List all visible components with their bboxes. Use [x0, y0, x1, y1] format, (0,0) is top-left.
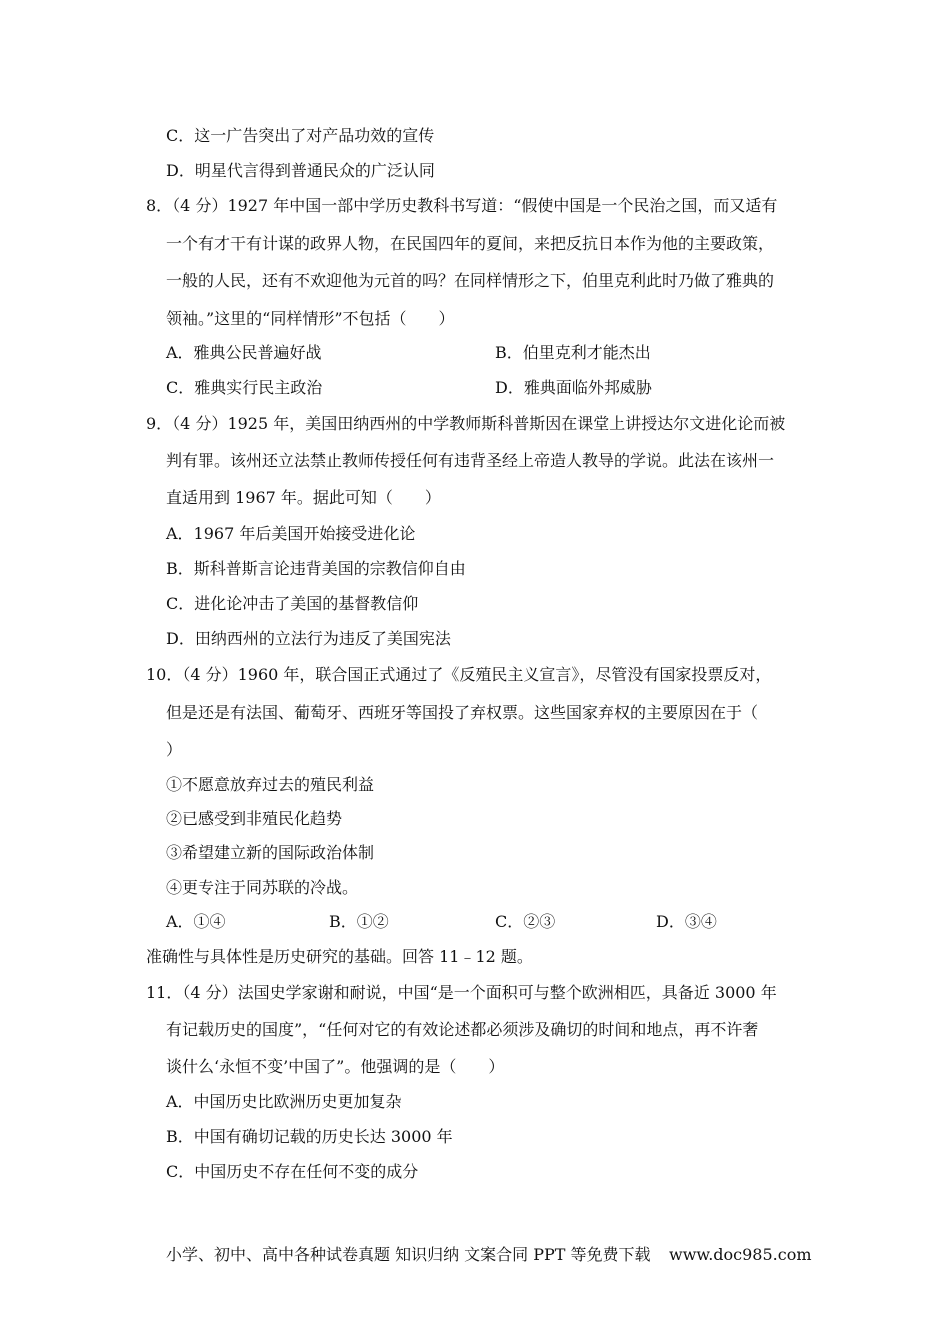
q10-stem-line1: 10．（4 分）1960 年，联合国正式通过了《反殖民主义宣言》，尽管没有国家投票反对， — [146, 665, 772, 684]
footer-text: 小学、初中、高中各种试卷真题 知识归纳 文案合同 PPT 等免费下载 — [166, 1245, 651, 1264]
q11-stem-line1: 11．（4 分）法国史学家谢和耐说，中国“是一个面积可与整个欧洲相匹，具备近 3000 年 — [146, 983, 777, 1002]
q10-option-d: D．③④ — [656, 912, 717, 931]
q10-stem-line3: ） — [166, 740, 183, 759]
q11-stem-line2: 有记载历史的国度”，“任何对它的有效论述都必须涉及确切的时间和地点，再不许奢 — [166, 1020, 759, 1039]
q11-stem-line3: 谈什么‘永恒不变’中国了”。他强调的是（ ） — [166, 1057, 505, 1076]
q11-option-c: C．中国历史不存在任何不变的成分 — [166, 1162, 419, 1181]
q11-option-b: B．中国有确切记载的历史长达 3000 年 — [166, 1127, 453, 1146]
q10-item-1: ①不愿意放弃过去的殖民利益 — [166, 775, 375, 794]
q10-item-2: ②已感受到非殖民化趋势 — [166, 809, 343, 828]
q10-option-b: B．①② — [329, 912, 389, 931]
q10-stem-line2: 但是还是有法国、葡萄牙、西班牙等国投了弃权票。这些国家弃权的主要原因在于（ — [166, 703, 759, 722]
q7-option-c: C．这一广告突出了对产品功效的宣传 — [166, 126, 435, 145]
footer-url[interactable]: www.doc985.com — [669, 1245, 812, 1264]
q11-option-a: A．中国历史比欧洲历史更加复杂 — [166, 1092, 402, 1111]
q8-stem-line4: 领袖。”这里的“同样情形”不包括（ ） — [166, 309, 455, 328]
q10-item-3: ③希望建立新的国际政治体制 — [166, 843, 375, 862]
q8-option-b: B．伯里克利才能杰出 — [495, 343, 651, 362]
q9-option-d: D．田纳西州的立法行为违反了美国宪法 — [166, 629, 451, 648]
q10-option-c: C．②③ — [495, 912, 556, 931]
q7-option-d: D．明星代言得到普通民众的广泛认同 — [166, 161, 435, 180]
q10-option-a: A．①④ — [166, 912, 226, 931]
q8-stem-line1: 8．（4 分）1927 年中国一部中学历史教科书写道：“假使中国是一个民治之国，而又适有 — [146, 196, 778, 215]
q9-option-c: C．进化论冲击了美国的基督教信仰 — [166, 594, 419, 613]
q9-stem-line3: 直适用到 1967 年。据此可知（ ） — [166, 488, 441, 507]
q9-stem-line2: 判有罪。该州还立法禁止教师传授任何有违背圣经上帝造人教导的学说。此法在该州一 — [166, 451, 775, 470]
q10-item-4: ④更专注于同苏联的冷战。 — [166, 878, 359, 897]
q9-option-b: B．斯科普斯言论违背美国的宗教信仰自由 — [166, 559, 466, 578]
q9-option-a: A．1967 年后美国开始接受进化论 — [166, 524, 416, 543]
q8-option-d: D．雅典面临外邦威胁 — [495, 378, 652, 397]
q8-option-a: A．雅典公民普遍好战 — [166, 343, 322, 362]
q9-stem-line1: 9．（4 分）1925 年，美国田纳西州的中学教师斯科普斯因在课堂上讲授达尔文进化论而被 — [146, 414, 786, 433]
q8-option-c: C．雅典实行民主政治 — [166, 378, 323, 397]
q8-stem-line2: 一个有才干有计谋的政界人物，在民国四年的夏间，来把反抗日本作为他的主要政策， — [166, 234, 775, 253]
section-intro: 准确性与具体性是历史研究的基础。回答 11﹣12 题。 — [146, 947, 533, 966]
q8-stem-line3: 一般的人民，还有不欢迎他为元首的吗？在同样情形之下，伯里克利此时乃做了雅典的 — [166, 271, 775, 290]
